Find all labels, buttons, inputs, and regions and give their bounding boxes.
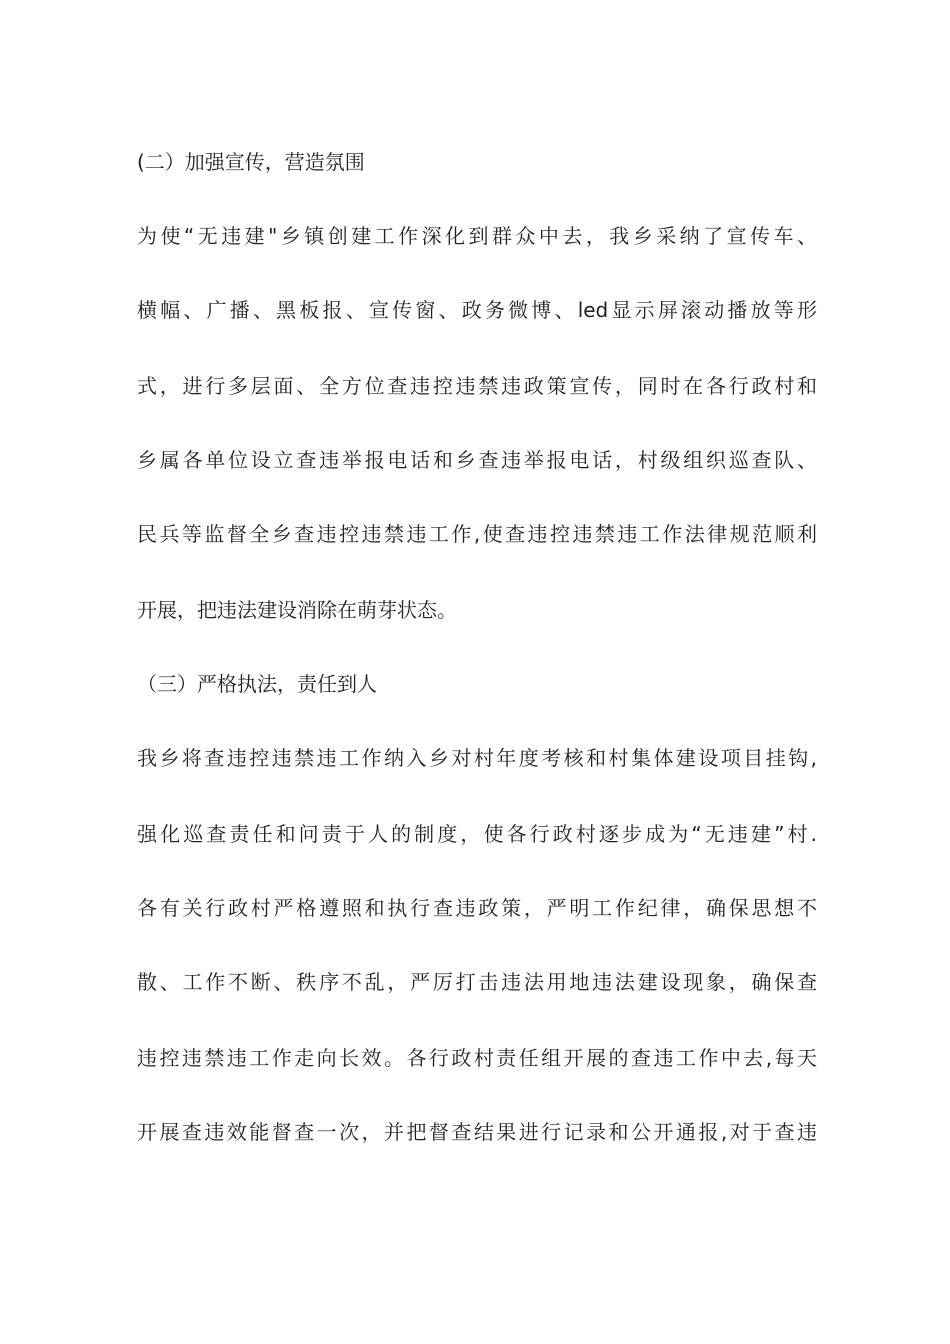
section-heading-publicity: (二）加强宣传，营造氛围	[137, 150, 365, 174]
paragraph-line: 强化巡查责任和问责于人的制度，使各行政村逐步成为“无违建”村.	[137, 822, 817, 846]
paragraph-line: 开展，把违法建设消除在萌芽状态。	[137, 598, 457, 622]
paragraph-line: 各有关行政村严格遵照和执行查违政策，严明工作纪律，确保思想不	[137, 896, 817, 920]
paragraph-line: 违控违禁违工作走向长效。各行政村责任组开展的查违工作中去,每天	[137, 1046, 817, 1070]
paragraph-line: 乡属各单位设立查违举报电话和乡查违举报电话，村级组织巡查队、	[137, 448, 817, 472]
paragraph-line: 式，进行多层面、全方位查违控违禁违政策宣传，同时在各行政村和	[137, 374, 817, 398]
paragraph-line: 散、工作不断、秩序不乱，严厉打击违法用地违法建设现象，确保查	[137, 970, 817, 994]
section-heading-enforcement: （三）严格执法，责任到人	[137, 672, 377, 696]
paragraph-line: 横幅、广播、黑板报、宣传窗、政务微博、led显示屏滚动播放等形	[137, 298, 817, 322]
paragraph-line: 为使“无违建"乡镇创建工作深化到群众中去，我乡采纳了宣传车、	[137, 224, 817, 248]
paragraph-line: 我乡将查违控违禁违工作纳入乡对村年度考核和村集体建设项目挂钩,	[137, 746, 817, 770]
paragraph-line: 民兵等监督全乡查违控违禁违工作,使查违控违禁违工作法律规范顺利	[137, 522, 817, 546]
paragraph-line: 开展查违效能督查一次，并把督查结果进行记录和公开通报,对于查违	[137, 1120, 817, 1144]
